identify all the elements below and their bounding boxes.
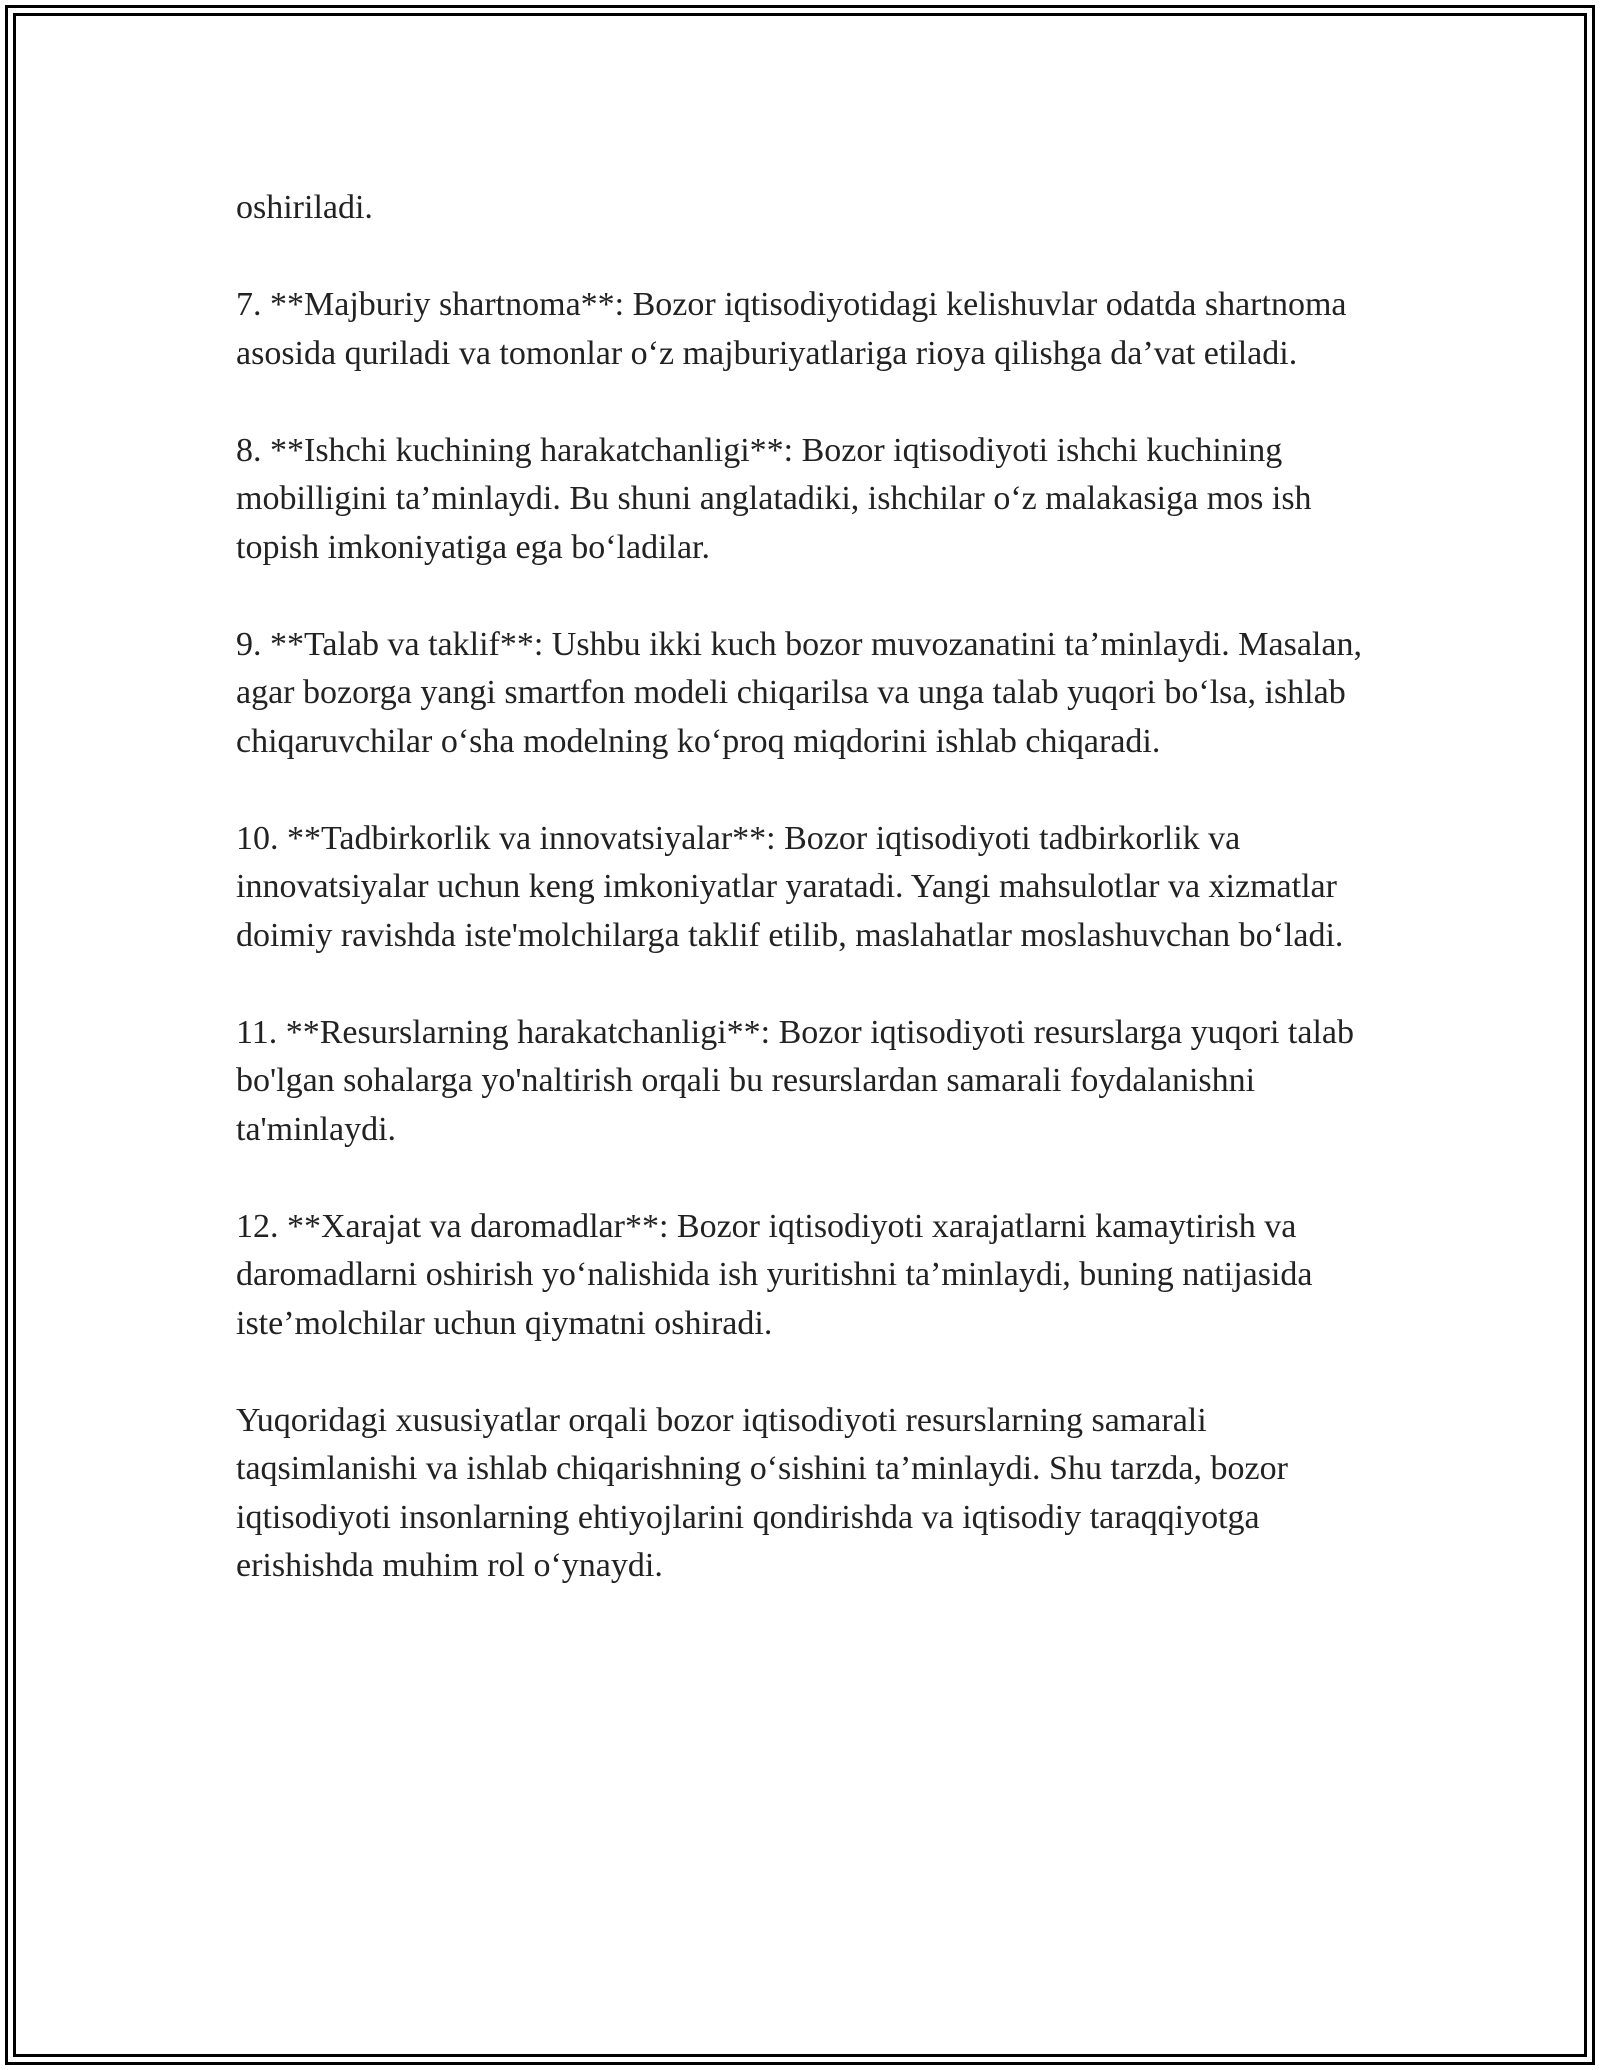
document-body [236,184,1376,1591]
paragraph-conclusion: Yuqoridagi xususiyatlar orqali bozor iqtisodiyoti resurslarning samarali taqsimlanishi va ishlab chiqarishning o‘sishini ta’minlaydi. Shu tarzda, bozor iqtisodiyoti insonlarning ehtiyojlarini qondirishda va iqtisodiy taraqqiyotga erishishda muhim rol o‘ynaydi. [236,1401,1288,1584]
paragraph-item-10: 10. **Tadbirkorlik va innovatsiyalar**: Bozor iqtisodiyoti tadbirkorlik va innovatsiyalar uchun keng imkoniyatlar yaratadi. Yangi mahsulotlar va xizmatlar doimiy ravishda iste'molchilarga taklif etilib, maslahatlar moslashuvchan bo‘ladi. [236,819,1344,954]
paragraph-item-9: 9. **Talab va taklif**: Ushbu ikki kuch bozor muvozanatini ta’minlaydi. Masalan, agar bozorga yangi smartfon modeli chiqarilsa va unga talab yuqori bo‘lsa, ishlab chiqaruvchilar o‘sha modelning ko‘proq miqdorini ishlab chiqaradi. [236,625,1362,760]
paragraph-continuation: oshiriladi. [236,189,373,226]
paragraph-item-7: 7. **Majburiy shartnoma**: Bozor iqtisodiyotidagi kelishuvlar odatda shartnoma asosida quriladi va tomonlar o‘z majburiyatlariga rioya qilishga da’vat etiladi. [236,286,1347,372]
paragraph-item-11: 11. **Resurslarning harakatchanligi**: Bozor iqtisodiyoti resurslarga yuqori talab bo'lgan sohalarga yo'naltirish orqali bu resurslardan samarali foydalanishni ta'minlaydi. [236,1013,1354,1148]
paragraph-item-12: 12. **Xarajat va daromadlar**: Bozor iqtisodiyoti xarajatlarni kamaytirish va daromadlarni oshirish yo‘nalishida ish yuritishni ta’minlaydi, buning natijasida iste’molchilar uchun qiymatni oshiradi. [236,1207,1313,1342]
paragraph-item-8: 8. **Ishchi kuchining harakatchanligi**: Bozor iqtisodiyoti ishchi kuchining mobilligini ta’minlaydi. Bu shuni anglatadiki, ishchilar o‘z malakasiga mos ish topish imkoniyatiga ega bo‘ladilar. [236,431,1312,566]
